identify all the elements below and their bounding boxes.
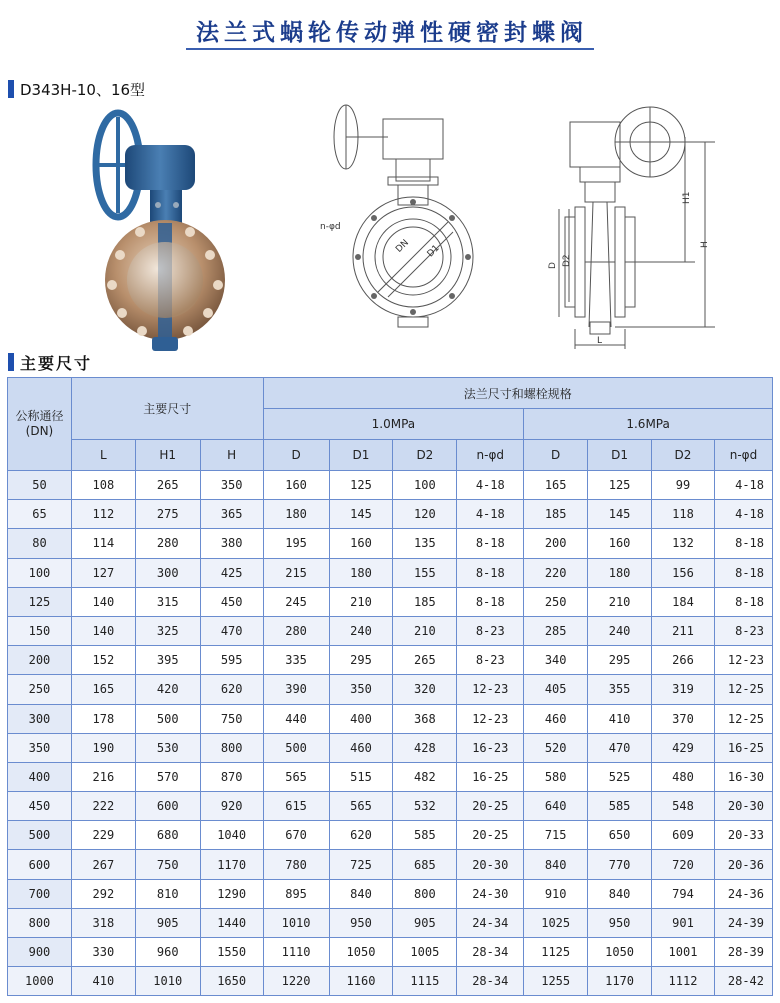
- table-cell: 8-23: [457, 646, 524, 675]
- table-cell: 725: [329, 850, 393, 879]
- table-cell: 145: [329, 500, 393, 529]
- dn-cell: 65: [8, 500, 72, 529]
- section-marker: [8, 80, 14, 98]
- table-cell: 275: [135, 500, 200, 529]
- table-cell: 840: [329, 879, 393, 908]
- table-cell: 1001: [652, 938, 715, 967]
- table-cell: 480: [652, 762, 715, 791]
- table-cell: 1220: [263, 967, 329, 996]
- table-cell: 145: [588, 500, 652, 529]
- table-cell: 112: [71, 500, 135, 529]
- table-cell: 370: [652, 704, 715, 733]
- table-cell: 250: [524, 587, 588, 616]
- table-cell: 156: [652, 558, 715, 587]
- table-row: [8, 792, 773, 821]
- table-cell: 20-33: [714, 821, 772, 850]
- table-cell: 428: [393, 733, 457, 762]
- dn-cell: 300: [8, 704, 72, 733]
- table-cell: 950: [329, 908, 393, 937]
- table-cell: 750: [200, 704, 263, 733]
- table-cell: 155: [393, 558, 457, 587]
- dn-cell: 250: [8, 675, 72, 704]
- title-text: 法兰式蜗轮传动弹性硬密封蝶阀: [186, 20, 594, 50]
- table-cell: 1010: [263, 908, 329, 937]
- table-cell: 20-30: [457, 850, 524, 879]
- table-cell: 1050: [588, 938, 652, 967]
- table-cell: 595: [200, 646, 263, 675]
- dn-cell: 200: [8, 646, 72, 675]
- col-header: D: [263, 440, 329, 471]
- table-row: [8, 616, 773, 645]
- table-cell: 425: [200, 558, 263, 587]
- table-cell: 365: [200, 500, 263, 529]
- table-cell: 292: [71, 879, 135, 908]
- table-cell: 8-18: [457, 587, 524, 616]
- table-cell: 500: [263, 733, 329, 762]
- table-cell: 180: [588, 558, 652, 587]
- table-cell: 99: [652, 471, 715, 500]
- main-dims-header: 主要尺寸: [71, 378, 263, 440]
- table-cell: 440: [263, 704, 329, 733]
- table-cell: 325: [135, 616, 200, 645]
- dimensions-heading-text: 主要尺寸: [20, 353, 93, 373]
- col-header: H: [200, 440, 263, 471]
- dn-cell: 700: [8, 879, 72, 908]
- table-cell: 720: [652, 850, 715, 879]
- table-cell: 620: [200, 675, 263, 704]
- table-cell: 24-39: [714, 908, 772, 937]
- pressure-10-header: 1.0MPa: [263, 409, 524, 440]
- d2-label: D2: [562, 254, 572, 267]
- dn-cell: 800: [8, 908, 72, 937]
- table-cell: 28-39: [714, 938, 772, 967]
- table-cell: 585: [588, 792, 652, 821]
- table-cell: 140: [71, 587, 135, 616]
- table-cell: 266: [652, 646, 715, 675]
- table-cell: 525: [588, 762, 652, 791]
- table-cell: 210: [393, 616, 457, 645]
- table-cell: 515: [329, 762, 393, 791]
- table-row: [8, 850, 773, 879]
- table-cell: 368: [393, 704, 457, 733]
- table-cell: 482: [393, 762, 457, 791]
- table-cell: 615: [263, 792, 329, 821]
- table-cell: 125: [588, 471, 652, 500]
- table-cell: 960: [135, 938, 200, 967]
- side-view-drawing: [545, 97, 745, 352]
- table-cell: 350: [200, 471, 263, 500]
- table-cell: 100: [393, 471, 457, 500]
- table-cell: 160: [329, 529, 393, 558]
- dn-cell: 100: [8, 558, 72, 587]
- table-cell: 24-36: [714, 879, 772, 908]
- col-header: L: [71, 440, 135, 471]
- col-header: D1: [588, 440, 652, 471]
- table-cell: 180: [329, 558, 393, 587]
- table-row: [8, 500, 773, 529]
- table-cell: 640: [524, 792, 588, 821]
- table-cell: 685: [393, 850, 457, 879]
- col-header: n-φd: [457, 440, 524, 471]
- table-cell: 267: [71, 850, 135, 879]
- table-cell: 165: [71, 675, 135, 704]
- table-cell: 8-18: [714, 529, 772, 558]
- table-cell: 405: [524, 675, 588, 704]
- table-cell: 240: [588, 616, 652, 645]
- table-cell: 800: [200, 733, 263, 762]
- table-cell: 20-25: [457, 792, 524, 821]
- col-header: D: [524, 440, 588, 471]
- table-cell: 1255: [524, 967, 588, 996]
- table-body: [8, 471, 773, 996]
- table-row: [8, 938, 773, 967]
- table-cell: 1050: [329, 938, 393, 967]
- table-cell: 429: [652, 733, 715, 762]
- table-cell: 118: [652, 500, 715, 529]
- model-heading: [8, 78, 145, 100]
- dn-header: 公称通径 (DN): [8, 378, 72, 471]
- table-cell: 580: [524, 762, 588, 791]
- h1-label: H1: [682, 191, 692, 204]
- table-cell: 4-18: [714, 500, 772, 529]
- dn-cell: 900: [8, 938, 72, 967]
- flange-header: 法兰尺寸和螺栓规格: [263, 378, 772, 409]
- table-cell: 840: [524, 850, 588, 879]
- d-label: D: [548, 262, 558, 269]
- table-cell: 609: [652, 821, 715, 850]
- dimension-table: [7, 377, 773, 996]
- col-header: D2: [652, 440, 715, 471]
- table-cell: 295: [329, 646, 393, 675]
- table-row: [8, 879, 773, 908]
- table-cell: 4-18: [457, 500, 524, 529]
- table-cell: 800: [393, 879, 457, 908]
- table-cell: 160: [263, 471, 329, 500]
- table-cell: 184: [652, 587, 715, 616]
- table-cell: 210: [588, 587, 652, 616]
- table-cell: 200: [524, 529, 588, 558]
- table-cell: 8-18: [714, 587, 772, 616]
- table-cell: 870: [200, 762, 263, 791]
- table-cell: 320: [393, 675, 457, 704]
- table-cell: 28-34: [457, 967, 524, 996]
- table-cell: 750: [135, 850, 200, 879]
- table-cell: 794: [652, 879, 715, 908]
- table-row: [8, 529, 773, 558]
- table-cell: 530: [135, 733, 200, 762]
- table-cell: 24-30: [457, 879, 524, 908]
- table-cell: 1125: [524, 938, 588, 967]
- table-cell: 12-23: [457, 704, 524, 733]
- table-cell: 565: [329, 792, 393, 821]
- table-cell: 470: [200, 616, 263, 645]
- pressure-16-header: 1.6MPa: [524, 409, 773, 440]
- table-cell: 216: [71, 762, 135, 791]
- dn-cell: 400: [8, 762, 72, 791]
- table-cell: 178: [71, 704, 135, 733]
- table-cell: 16-30: [714, 762, 772, 791]
- table-cell: 315: [135, 587, 200, 616]
- col-header: n-φd: [714, 440, 772, 471]
- table-cell: 330: [71, 938, 135, 967]
- table-row: [8, 704, 773, 733]
- table-cell: 895: [263, 879, 329, 908]
- table-cell: 715: [524, 821, 588, 850]
- table-cell: 910: [524, 879, 588, 908]
- table-cell: 28-34: [457, 938, 524, 967]
- table-row: [8, 646, 773, 675]
- table-cell: 300: [135, 558, 200, 587]
- table-cell: 4-18: [457, 471, 524, 500]
- table-cell: 12-23: [457, 675, 524, 704]
- table-cell: 780: [263, 850, 329, 879]
- table-cell: 680: [135, 821, 200, 850]
- table-cell: 905: [393, 908, 457, 937]
- table-row: [8, 967, 773, 996]
- col-header: D2: [393, 440, 457, 471]
- front-view-drawing: [318, 97, 478, 347]
- l-label: L: [597, 336, 603, 346]
- table-cell: 840: [588, 879, 652, 908]
- table-row: [8, 587, 773, 616]
- table-cell: 1010: [135, 967, 200, 996]
- table-row: [8, 558, 773, 587]
- table-cell: 152: [71, 646, 135, 675]
- table-cell: 16-25: [457, 762, 524, 791]
- table-row: [8, 675, 773, 704]
- table-cell: 650: [588, 821, 652, 850]
- table-cell: 350: [329, 675, 393, 704]
- table-cell: 1440: [200, 908, 263, 937]
- table-cell: 160: [588, 529, 652, 558]
- table-cell: 16-25: [714, 733, 772, 762]
- table-cell: 132: [652, 529, 715, 558]
- table-cell: 1025: [524, 908, 588, 937]
- table-row: [8, 471, 773, 500]
- table-cell: 20-36: [714, 850, 772, 879]
- table-cell: 400: [329, 704, 393, 733]
- table-row: [8, 821, 773, 850]
- dn-cell: 50: [8, 471, 72, 500]
- table-cell: 600: [135, 792, 200, 821]
- n-phi-d-label: n-φd: [320, 222, 341, 232]
- table-cell: 920: [200, 792, 263, 821]
- table-cell: 318: [71, 908, 135, 937]
- table-cell: 395: [135, 646, 200, 675]
- dn-label: DN: [394, 238, 411, 255]
- table-cell: 210: [329, 587, 393, 616]
- table-cell: 215: [263, 558, 329, 587]
- table-cell: 410: [588, 704, 652, 733]
- table-cell: 28-42: [714, 967, 772, 996]
- table-cell: 125: [329, 471, 393, 500]
- table-cell: 24-34: [457, 908, 524, 937]
- table-cell: 280: [135, 529, 200, 558]
- table-cell: 4-18: [714, 471, 772, 500]
- h-label: H: [700, 241, 710, 248]
- table-cell: 245: [263, 587, 329, 616]
- table-cell: 240: [329, 616, 393, 645]
- table-cell: 570: [135, 762, 200, 791]
- table-cell: 420: [135, 675, 200, 704]
- table-cell: 20-25: [457, 821, 524, 850]
- table-cell: 280: [263, 616, 329, 645]
- table-cell: 520: [524, 733, 588, 762]
- table-cell: 319: [652, 675, 715, 704]
- table-cell: 12-25: [714, 675, 772, 704]
- dn-cell: 1000: [8, 967, 72, 996]
- table-cell: 1170: [588, 967, 652, 996]
- table-cell: 185: [393, 587, 457, 616]
- col-header: D1: [329, 440, 393, 471]
- table-cell: 380: [200, 529, 263, 558]
- table-row: [8, 733, 773, 762]
- table-cell: 500: [135, 704, 200, 733]
- dimensions-heading: [8, 351, 92, 373]
- table-cell: 20-30: [714, 792, 772, 821]
- table-cell: 470: [588, 733, 652, 762]
- table-cell: 114: [71, 529, 135, 558]
- table-cell: 120: [393, 500, 457, 529]
- table-cell: 450: [200, 587, 263, 616]
- table-cell: 127: [71, 558, 135, 587]
- table-cell: 285: [524, 616, 588, 645]
- table-cell: 460: [524, 704, 588, 733]
- table-cell: 1115: [393, 967, 457, 996]
- table-cell: 1650: [200, 967, 263, 996]
- table-cell: 335: [263, 646, 329, 675]
- table-cell: 810: [135, 879, 200, 908]
- table-cell: 211: [652, 616, 715, 645]
- table-cell: 265: [393, 646, 457, 675]
- model-heading-text: D343H-10、16型: [20, 80, 146, 99]
- dn-cell: 125: [8, 587, 72, 616]
- table-cell: 1550: [200, 938, 263, 967]
- table-cell: 12-25: [714, 704, 772, 733]
- table-cell: 950: [588, 908, 652, 937]
- dn-cell: 500: [8, 821, 72, 850]
- valve-photo: [80, 105, 250, 355]
- dn-cell: 450: [8, 792, 72, 821]
- table-cell: 355: [588, 675, 652, 704]
- table-cell: 195: [263, 529, 329, 558]
- table-cell: 901: [652, 908, 715, 937]
- table-cell: 222: [71, 792, 135, 821]
- table-cell: 8-23: [457, 616, 524, 645]
- table-cell: 548: [652, 792, 715, 821]
- table-cell: 265: [135, 471, 200, 500]
- table-cell: 670: [263, 821, 329, 850]
- table-cell: 620: [329, 821, 393, 850]
- table-cell: 565: [263, 762, 329, 791]
- table-cell: 410: [71, 967, 135, 996]
- table-cell: 190: [71, 733, 135, 762]
- table-cell: 770: [588, 850, 652, 879]
- table-cell: 340: [524, 646, 588, 675]
- table-row: [8, 908, 773, 937]
- table-cell: 1112: [652, 967, 715, 996]
- table-cell: 295: [588, 646, 652, 675]
- table-cell: 1290: [200, 879, 263, 908]
- table-cell: 585: [393, 821, 457, 850]
- table-cell: 140: [71, 616, 135, 645]
- table-cell: 1110: [263, 938, 329, 967]
- table-cell: 180: [263, 500, 329, 529]
- table-cell: 8-23: [714, 616, 772, 645]
- section-marker: [8, 353, 14, 371]
- dn-cell: 150: [8, 616, 72, 645]
- table-cell: 1005: [393, 938, 457, 967]
- page-title: [0, 14, 780, 47]
- table-cell: 1160: [329, 967, 393, 996]
- table-cell: 135: [393, 529, 457, 558]
- dn-cell: 80: [8, 529, 72, 558]
- table-cell: 1040: [200, 821, 263, 850]
- table-cell: 1170: [200, 850, 263, 879]
- table-cell: 390: [263, 675, 329, 704]
- col-header: H1: [135, 440, 200, 471]
- table-cell: 8-18: [714, 558, 772, 587]
- table-cell: 108: [71, 471, 135, 500]
- table-cell: 165: [524, 471, 588, 500]
- table-row: [8, 762, 773, 791]
- table-cell: 220: [524, 558, 588, 587]
- table-cell: 12-23: [714, 646, 772, 675]
- table-cell: 16-23: [457, 733, 524, 762]
- dn-cell: 350: [8, 733, 72, 762]
- table-cell: 532: [393, 792, 457, 821]
- table-cell: 8-18: [457, 558, 524, 587]
- table-cell: 905: [135, 908, 200, 937]
- table-cell: 460: [329, 733, 393, 762]
- table-cell: 229: [71, 821, 135, 850]
- dn-cell: 600: [8, 850, 72, 879]
- table-cell: 185: [524, 500, 588, 529]
- table-cell: 8-18: [457, 529, 524, 558]
- d1-label: D1: [425, 243, 442, 260]
